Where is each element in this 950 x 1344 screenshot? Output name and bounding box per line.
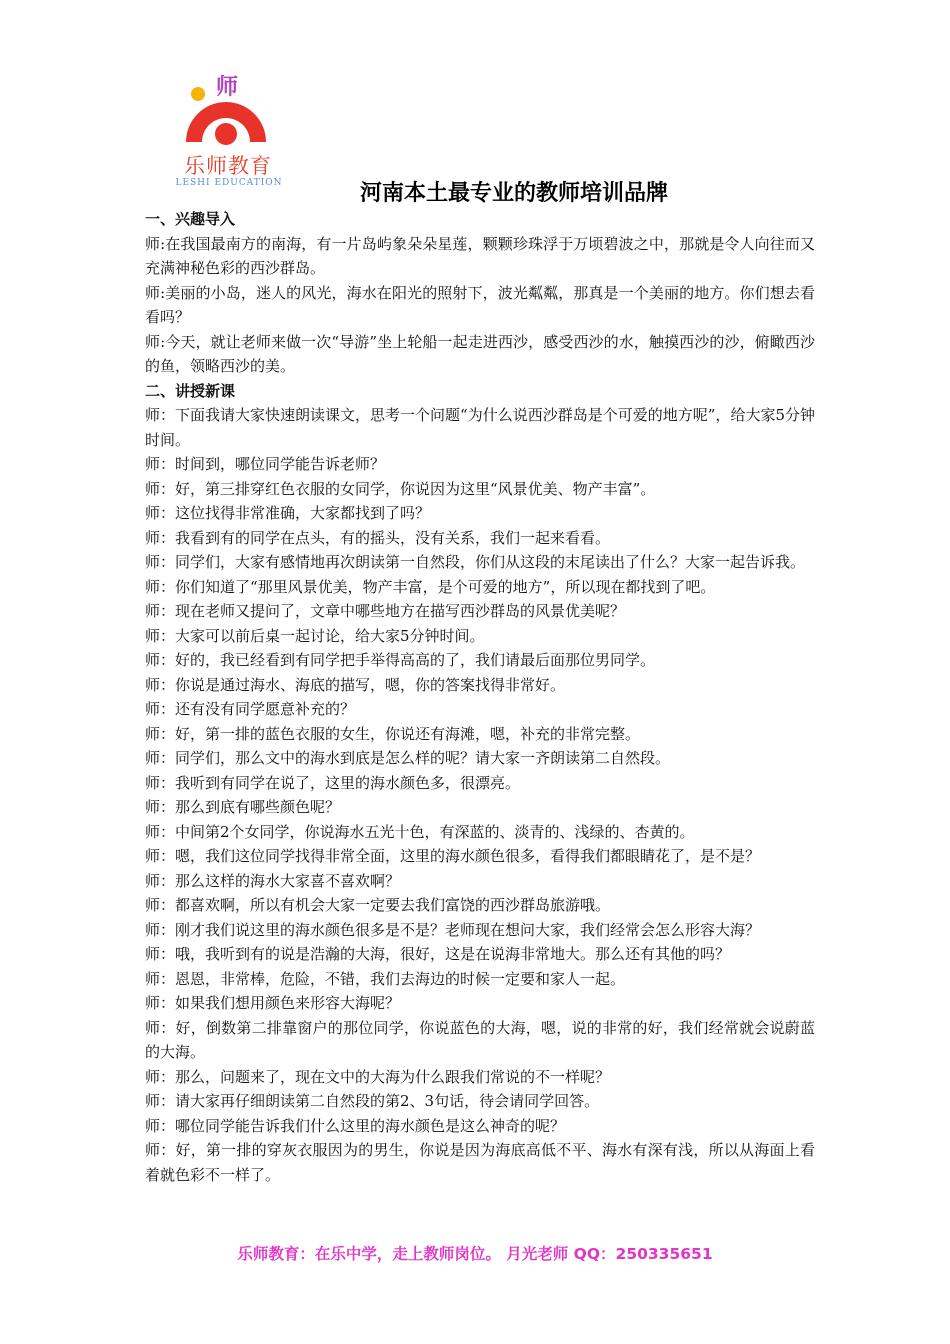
paragraph: 师：请大家再仔细朗读第二自然段的第2、3句话，待会请同学回答。 (145, 1092, 600, 1110)
page-title: 河南本土最专业的教师培训品牌 (360, 180, 669, 206)
paragraph: 师：那么到底有哪些颜色呢？ (145, 798, 341, 816)
paragraph: 师：时间到，哪位同学能告诉老师？ (145, 455, 386, 473)
paragraph: 师：同学们，那么文中的海水到底是怎么样的呢？请大家一齐朗读第二自然段。 (145, 749, 671, 767)
brand-logo (172, 70, 282, 195)
paragraph: 师：我看到有的同学在点头，有的摇头，没有关系，我们一起来看看。 (145, 528, 611, 547)
paragraph: 师：好，第三排穿红色衣服的女同学，你说因为这里“风景优美、物产丰富”。 (145, 479, 656, 498)
paragraph: 师：如果我们想用颜色来形容大海呢？ (145, 994, 401, 1012)
logo-brand-cn: 乐师教育 (184, 154, 272, 178)
paragraph: 师：中间第2个女同学，你说海水五光十色，有深蓝的、淡青的、浅绿的、杏黄的。 (145, 822, 695, 841)
paragraph: 师：好，倒数第二排靠窗户的那位同学，你说蓝色的大海，嗯，说的非常的好，我们经常就会说蔚蓝的大海。 (145, 1018, 815, 1061)
paragraph: 师：这位找得非常准确，大家都找到了吗？ (145, 504, 431, 522)
document-body (145, 207, 815, 1187)
section-heading: 二、讲授新课 (145, 381, 236, 400)
paragraph: 师：我听到有同学在说了，这里的海水颜色多，很漂亮。 (145, 773, 521, 792)
paragraph: 师：哦，我听到有的说是浩瀚的大海，很好，这是在说海非常地大。那么还有其他的吗？ (145, 945, 731, 963)
paragraph: 师：那么，问题来了，现在文中的大海为什么跟我们常说的不一样呢？ (145, 1067, 611, 1086)
paragraph: 师：同学们，大家有感情地再次朗读第一自然段，你们从这段的末尾读出了什么？大家一起告诉我。 (145, 553, 806, 571)
paragraph: 师:在我国最南方的南海，有一片岛屿象朵朵星莲，颗颗珍珠浮于万顷碧波之中，那就是令人向往而又充满神秘色彩的西沙群岛。 (145, 234, 815, 277)
paragraph: 师：好，第一排的穿灰衣服因为的男生，你说是因为海底高低不平、海水有深有浅，所以从海面上看着就色彩不一样了。 (145, 1141, 815, 1184)
paragraph: 师：哪位同学能告诉我们什么这里的海水颜色是这么神奇的呢？ (145, 1116, 566, 1135)
section-new-lesson (145, 379, 815, 1188)
logo-brand-en: LESHI EDUCATION (175, 178, 283, 188)
paragraph: 师:美丽的小岛，迷人的风光，海水在阳光的照射下，波光粼粼，那真是一个美丽的地方。你们想去看看吗？ (145, 283, 815, 326)
paragraph: 师：好，第一排的蓝色衣服的女生，你说还有海滩，嗯，补充的非常完整。 (145, 724, 641, 743)
paragraph: 师：现在老师又提问了，文章中哪些地方在描写西沙群岛的风景优美呢？ (145, 602, 626, 620)
paragraph: 师：恩恩，非常棒，危险，不错，我们去海边的时候一定要和家人一起。 (145, 969, 626, 988)
paragraph: 师：你们知道了“那里风景优美，物产丰富，是个可爱的地方”，所以现在都找到了吧。 (145, 577, 716, 596)
section-heading: 一、兴趣导入 (145, 210, 236, 228)
paragraph: 师：都喜欢啊，所以有机会大家一定要去我们富饶的西沙群岛旅游哦。 (145, 896, 611, 914)
paragraph: 师：刚才我们说这里的海水颜色很多是不是？老师现在想问大家，我们经常会怎么形容大海？ (145, 920, 761, 939)
logo-glyph: 师 (216, 75, 239, 100)
paragraph: 师：还有没有同学愿意补充的？ (145, 700, 356, 718)
paragraph: 师：你说是通过海水、海底的描写，嗯，你的答案找得非常好。 (145, 675, 566, 694)
paragraph: 师：大家可以前后桌一起讨论，给大家5分钟时间。 (145, 626, 485, 645)
paragraph: 师：嗯，我们这位同学找得非常全面，这里的海水颜色很多，看得我们都眼睛花了，是不是？ (145, 847, 761, 865)
paragraph: 师:今天，就让老师来做一次“导游”坐上轮船一起走进西沙，感受西沙的水，触摸西沙的沙，俯瞰西沙的鱼，领略西沙的美。 (145, 332, 815, 375)
paragraph: 师：好的，我已经看到有同学把手举得高高的了，我们请最后面那位男同学。 (145, 651, 656, 669)
paragraph: 师：那么这样的海水大家喜不喜欢啊？ (145, 871, 401, 890)
paragraph: 师：下面我请大家快速朗读课文，思考一个问题“为什么说西沙群岛是个可爱的地方呢”，给大家5分钟时间。 (145, 406, 815, 449)
footer-contact: 乐师教育：在乐中学，走上教师岗位。 月光老师 QQ：250335651 (237, 1245, 713, 1263)
section-intro (145, 207, 815, 379)
